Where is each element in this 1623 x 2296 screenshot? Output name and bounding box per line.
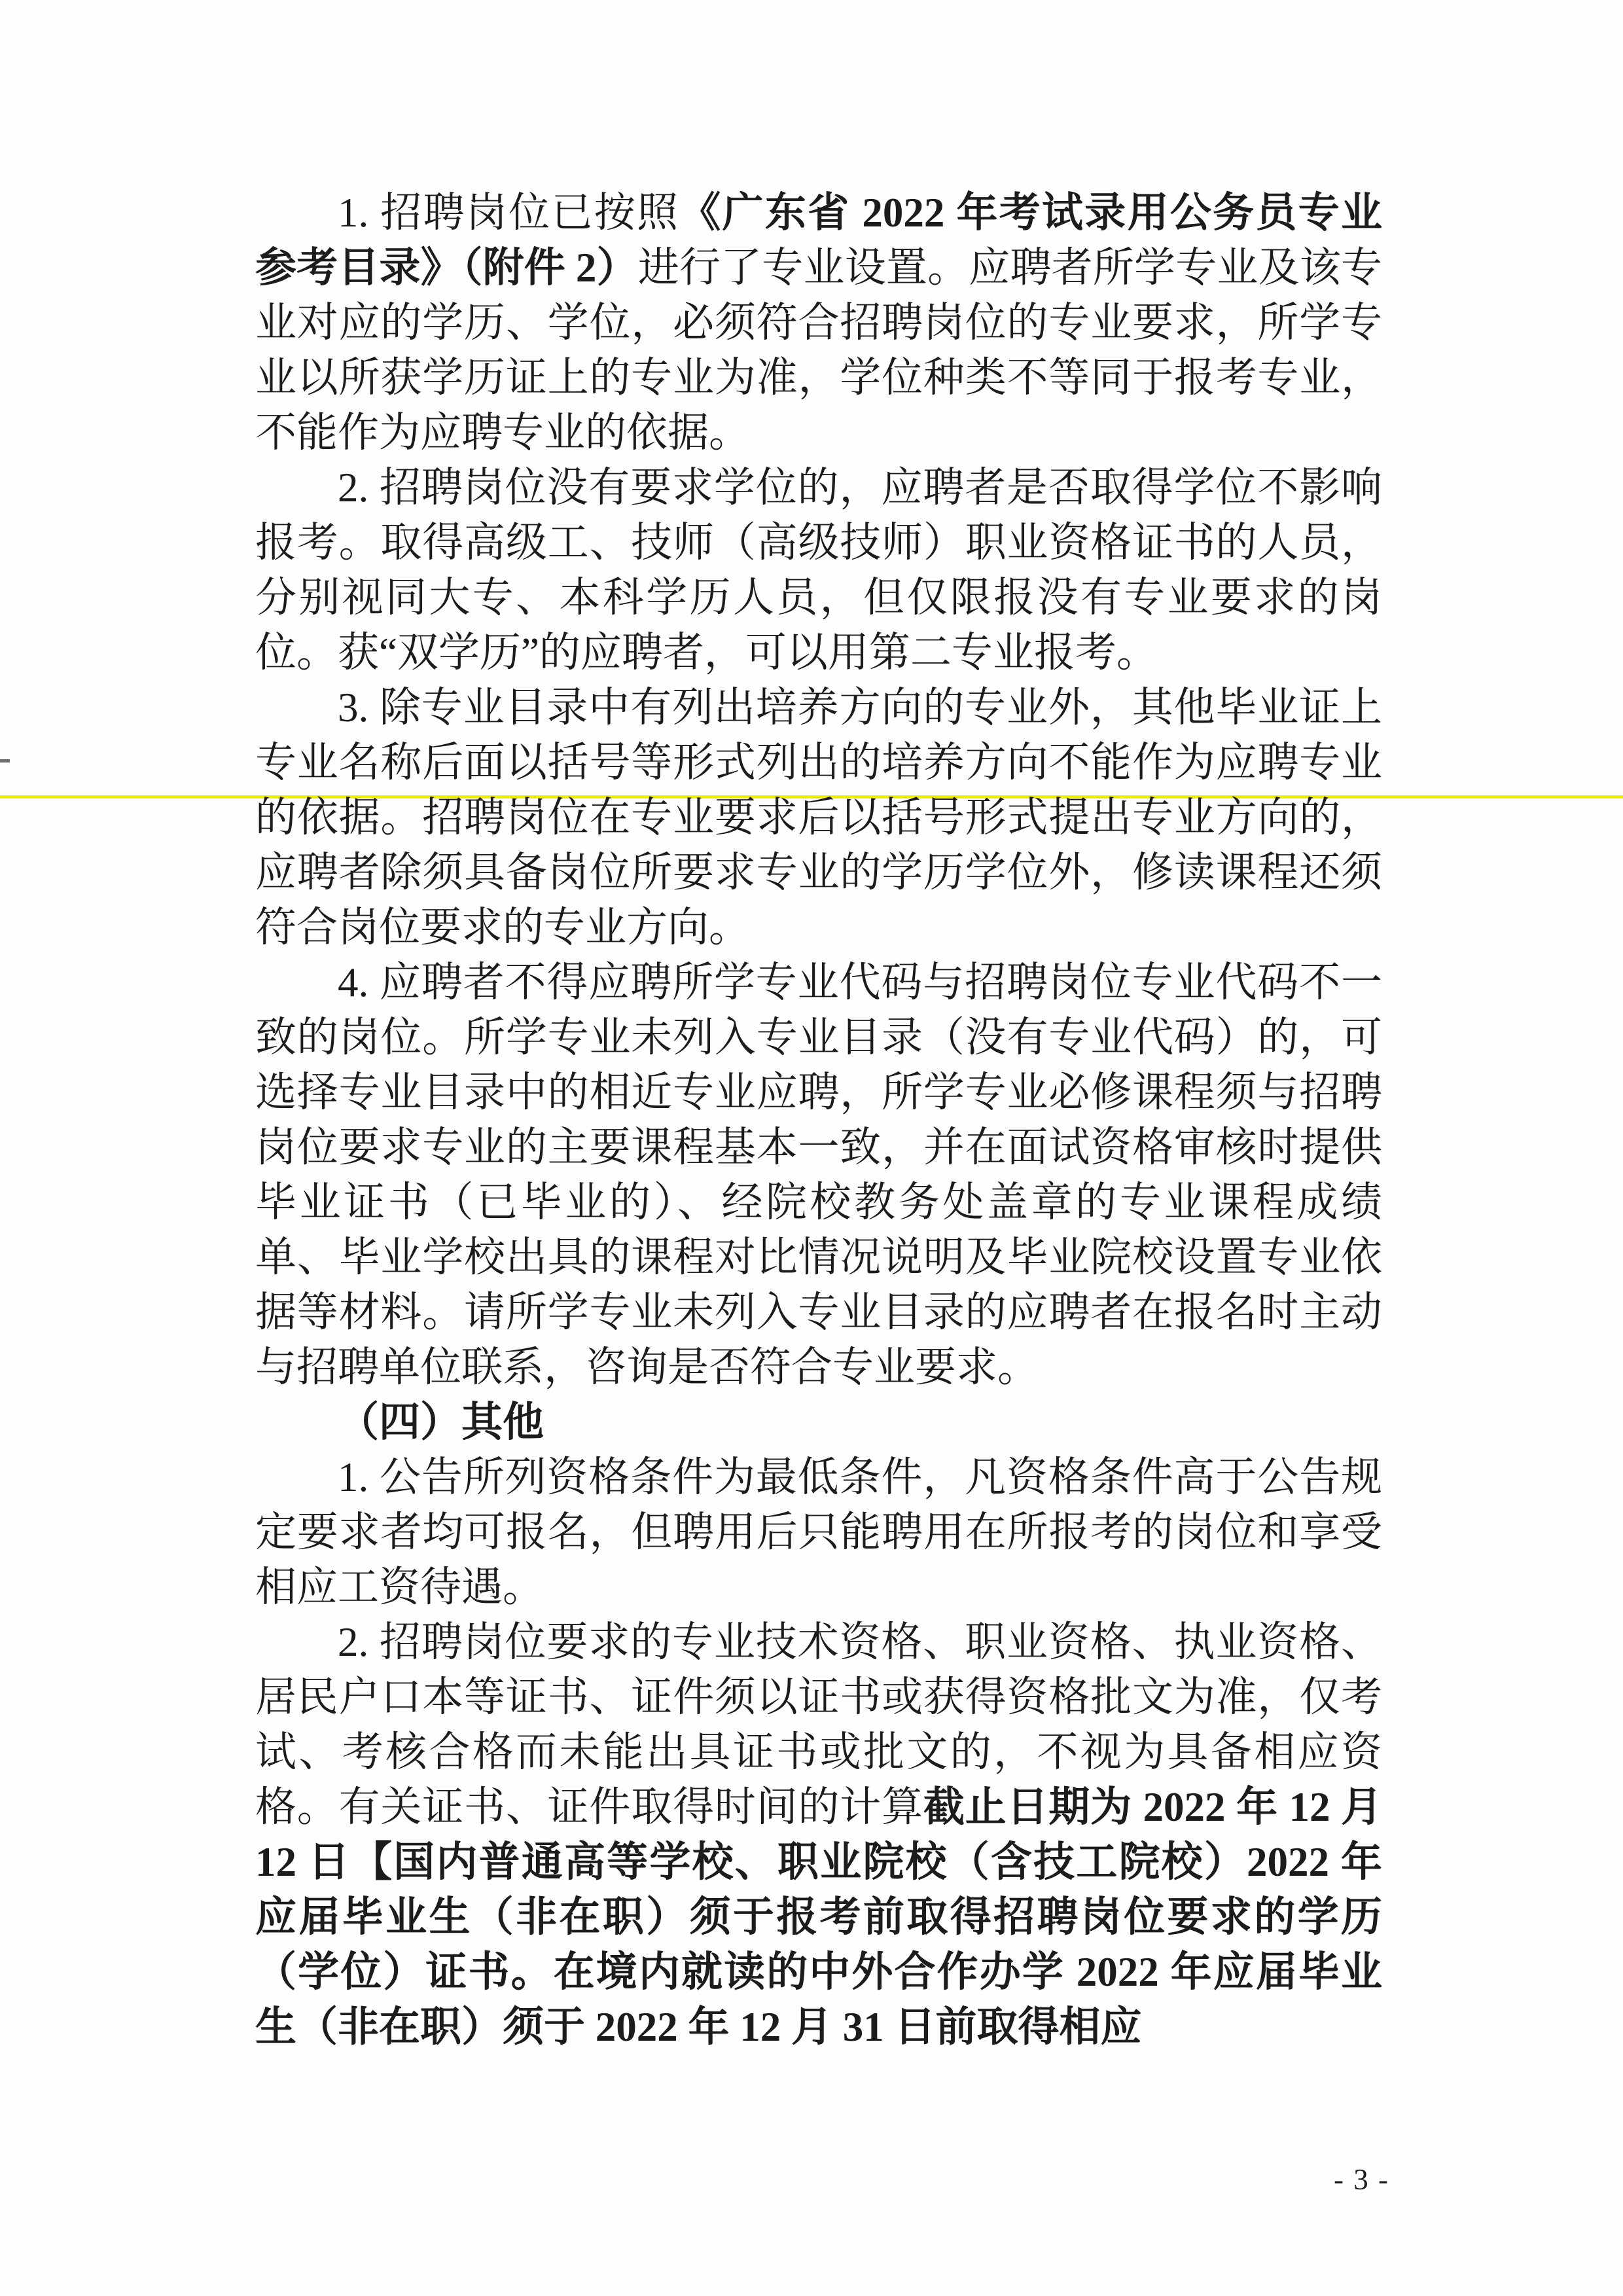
deadline-clause-bold: 截止日期为 2022 年 12 月 12 日【国内普通高等学校、职业院校（含技工院校）2022 年应届毕业生（非在职）须于报考前取得招聘岗位要求的学历（学位）证书。在境内就读的中外合作办学 2022 年应届毕业生（非在职）须于 2022 年 12 月 31 日前取得相应 [255,1784,1383,2050]
paragraph-major-code [255,955,1382,1395]
paragraph-professional-catalog [255,185,1382,460]
paragraph-6-intro: 2. 招聘岗位要求的专业技术资格、职业资格、执业资格、居民户口本等证书、证件须以证书或获得资格批文为准，仅考试、考核合格而未能出具证书或批文的，不视为具备相应资格。有关证书、证件取得时间的计算 [255,1619,1382,1830]
paragraph-degree-requirement [255,460,1382,680]
document-body [255,185,1382,2054]
paragraph-4-text: 4. 应聘者不得应聘所学专业代码与招聘岗位专业代码不一致的岗位。所学专业未列入专业目录（没有专业代码）的，可选择专业目录中的相近专业应聘，所学专业必修课程须与招聘岗位要求专业的主要课程基本一致，并在面试资格审核时提供毕业证书（已毕业的）、经院校教务处盖章的专业课程成绩单、毕业学校出具的课程对比情况说明及毕业院校设置专业依据等材料。请所学专业未列入专业目录的应聘者在报名时主动与招聘单位联系，咨询是否符合专业要求。 [255,960,1382,1390]
paragraph-1-intro: 1. 招聘岗位已按照 [338,190,680,236]
paragraph-3-text: 3. 除专业目录中有列出培养方向的专业外，其他毕业证上专业名称后面以括号等形式列出的培养方向不能作为应聘专业的依据。招聘岗位在专业要求后以括号形式提出专业方向的，应聘者除须具备岗位所要求专业的学历学位外，修读课程还须符合岗位要求的专业方向。 [255,685,1382,950]
scan-artifact-dash [0,759,10,762]
section-heading-text: （四）其他 [338,1399,544,1445]
paragraph-training-direction [255,680,1382,955]
paragraph-certificates-deadline [255,1615,1382,2054]
page-number: - 3 - [1334,2163,1389,2196]
paragraph-2-text: 2. 招聘岗位没有要求学位的，应聘者是否取得学位不影响报考。取得高级工、技师（高级技师）职业资格证书的人员，分别视同大专、本科学历人员，但仅限报没有专业要求的岗位。获“双学历”的应聘者，可以用第二专业报考。 [255,465,1382,675]
paragraph-minimum-conditions [255,1450,1382,1615]
catalog-title-bold: 《广东省 2022 年考试录用公务员专业参考目录》（附件 2） [255,190,1383,291]
section-heading-other [255,1395,1382,1450]
paragraph-1-rest: 进行了专业设置。应聘者所学专业及该专业对应的学历、学位，必须符合招聘岗位的专业要求，所学专业以所获学历证上的专业为准，学位种类不等同于报考专业，不能作为应聘专业的依据。 [255,245,1382,456]
paragraph-5-text: 1. 公告所列资格条件为最低条件，凡资格条件高于公告规定要求者均可报名，但聘用后只能聘用在所报考的岗位和享受相应工资待遇。 [255,1454,1382,1610]
